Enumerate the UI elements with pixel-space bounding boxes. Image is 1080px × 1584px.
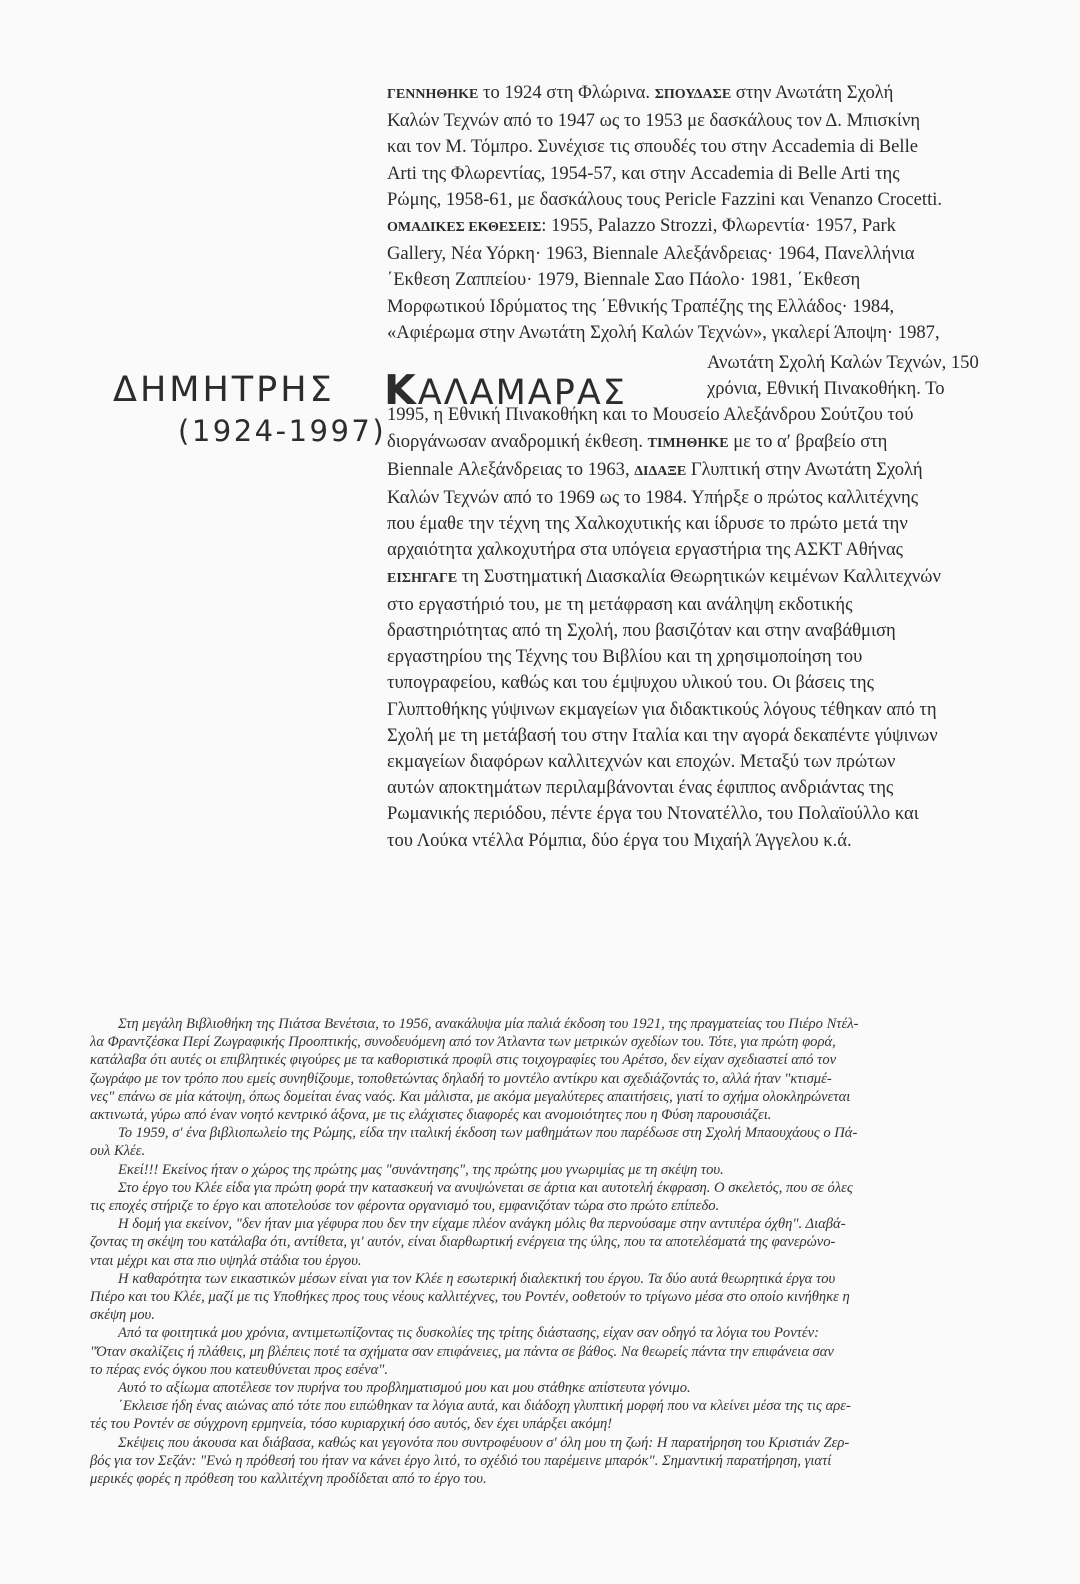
- essay-line: Από τα φοιτητικά μου χρόνια, αντιμετωπίζοντας τις δυσκολίες της τρίτης διάστασης, είχαν σαν οδηγό τα λόγια του Ροντέν:: [118, 1325, 819, 1342]
- essay-line: ζωγράφο με τον τρόπο που εμείς συνηθίζουμε, τοποθετώντας δηλαδή το μοντέλο αντίκρυ και σχεδιάζοντάς το, αλλά ήταν "κτισμέ-: [90, 1070, 832, 1087]
- bio-line: [387, 644, 1017, 670]
- bio-text: Σχολή με τη μετάβασή του στην Ιταλία και την αγορά δεκαπέντε γύψινων: [387, 724, 938, 746]
- bio-text: 1995, η Εθνική Πινακοθήκη και το Μουσείο Αλεξάνδρου Σούτζου τού: [387, 404, 914, 426]
- bio-line: [387, 241, 1017, 267]
- bio-line: [387, 161, 1017, 187]
- essay-line: βός για τον Σεζάν: "Ενώ η πρόθεσή του ήταν να κάνει έργο λιτό, το σχέδιό του παρέμεινε μπαρόκ". Σημαντική παρατήρηση, γιατί: [90, 1452, 832, 1469]
- bio-text: εκμαγείων διαφόρων καλλιτεχνών και εποχών. Μεταξύ των πρώτων: [387, 751, 896, 773]
- bio-line: [387, 429, 1017, 457]
- essay-line: νες" επάνω σε μία κάτοψη, όπως δομείται ένας ναός. Και μάλιστα, με ακόμα μεγαλύτερες απαιτήσεις, γιατί το σχήμα ολοκληρώνεται: [90, 1088, 851, 1105]
- bio-heading: ΣΠΟΥΔΑΣΕ: [654, 87, 732, 102]
- bio-line: [387, 537, 1017, 563]
- bio-text: «Αφιέρωμα στην Ανωτάτη Σχολή Καλών Τεχνών», γκαλερί Άποψη· 1987,: [387, 321, 940, 343]
- bio-line: [387, 108, 1017, 134]
- essay-line: Εκεί!!! Εκείνος ήταν ο χώρος της πρώτης μας "συνάντησης", της πρώτης μου γνωριμίας με τη σκέψη του.: [118, 1161, 724, 1178]
- essay-line: ΄Εκλεισε ήδη ένας αιώνας από τότε που ειπώθηκαν τα λόγια αυτά, και διάδοχη γλυπτική μορφή που να κλείνει μέσα της τις αρε-: [118, 1398, 851, 1415]
- essay-line: τές του Ροντέν σε σύγχρονη ερμηνεία, τόσο κυριαρχική όσο αυτός, δεν έχει υπάρξει ακόμη!: [90, 1416, 613, 1433]
- bio-line: [387, 376, 1017, 402]
- essay-line: Η δομή για εκείνον, "δεν ήταν μια γέφυρα που δεν την είχαμε πλέον ανάγκη μόλις θα περνούσαμε στην αντιπέρα όχθη". Διαβά-: [118, 1216, 846, 1233]
- bio-line: [387, 670, 1017, 696]
- bio-line: [387, 618, 1017, 644]
- essay: [90, 1015, 1020, 1488]
- bio-text: Ανωτάτη Σχολή Καλών Τεχνών, 150: [707, 352, 979, 374]
- bio-line: [387, 80, 1017, 108]
- essay-line: νται μέχρι και στα πιο υψηλά στάδια του έργου.: [90, 1252, 362, 1269]
- bio-text: Ρώμης, 1958-61, με δασκάλους τους Pericle Fazzini και Venanzo Crocetti.: [387, 188, 943, 210]
- essay-line: Η καθαρότητα των εικαστικών μέσων είναι για τον Κλέε η εσωτερική διαλεκτική του έργου. Τα δύο αυτά θεωρητικά έργα του: [118, 1270, 836, 1287]
- bio-line: [387, 697, 1017, 723]
- bio-line: [387, 402, 1017, 428]
- bio-line: [387, 187, 1017, 213]
- essay-line: ζοντας τη σκέψη του κατάλαβα ότι, αντίθετα, γι' αυτόν, είναι διαρθωρτική ενέργεια της ύλης, που τα αποτελέσματά της φανερώνο-: [90, 1234, 836, 1251]
- bio-line: [387, 320, 1017, 346]
- bio-line: [387, 350, 1017, 376]
- essay-line: Στη μεγάλη Βιβλιοθήκη της Πιάτσα Βενέτσια, το 1956, ανακάλυψα μία παλιά έκδοση του 1921, της πραγματείας του Πιέρο Ντέλ-: [118, 1016, 859, 1032]
- essay-line: μερικές φορές η πρόθεση του καλλιτέχνη προδίδεται από το έργο του.: [90, 1471, 487, 1488]
- bio-text: χρόνια, Εθνική Πινακοθήκη. Το: [707, 378, 945, 400]
- essay-line: Σκέψεις που άκουσα και διάβασα, καθώς και γεγονότα που συντροφέυουν σ' όλη μου τη ζωή: Η παρατήρηση του Κριστιάν Ζερ-: [118, 1434, 850, 1451]
- bio-line: [387, 485, 1017, 511]
- bio-text: Ρωμανικής περιόδου, πέντε έργα του Ντονατέλλο, του Πολαϊούλλο και: [387, 803, 919, 825]
- bio-text: στο εργαστήριό του, με τη μετάφραση και ανάληψη εκδοτικής: [387, 593, 853, 615]
- essay-line: το πέρας ενός όγκου που κατευθύνεται προς εσένα".: [90, 1361, 389, 1378]
- bio-text: Γλυπτοθήκης γύψινων εκμαγείων για διδακτικούς λόγους τέθηκαν από τη: [387, 698, 937, 720]
- bio-line: [387, 723, 1017, 749]
- bio-line: [387, 775, 1017, 801]
- last-name-initial: Κ: [384, 366, 418, 414]
- artist-first-name: ΔΗΜΗΤΡΗΣ: [113, 370, 335, 410]
- bio-line: [387, 828, 1017, 854]
- bio-text: εργαστηρίου της Τέχνης του Βιβλίου και τη χρησιμοποίηση του: [387, 646, 863, 668]
- bio-text: Μορφωτικού Ιδρύματος της ΄Εθνικής Τραπέζης της Ελλάδος· 1984,: [387, 295, 895, 317]
- bio-line: [387, 592, 1017, 618]
- bio-heading: ΕΙΣΗΓΑΓΕ: [387, 570, 458, 586]
- bio-text: : 1955, Palazzo Strozzi, Φλωρεντία· 1957, Park: [541, 215, 896, 237]
- bio-text: τυπογραφείου, καθώς και του έμψυχου υλικού του. Οι βάσεις της: [387, 672, 874, 694]
- bio-heading: ΤΙΜΗΘΗΚΕ: [647, 435, 729, 451]
- artist-years: (1924-1997): [178, 414, 387, 448]
- bio-text: που έμαθε την τέχνη της Χαλκοχυτικής και ίδρυσε το πρώτο μετά την: [387, 513, 908, 535]
- biography: [387, 80, 1017, 854]
- essay-line: "Όταν σκαλίζεις ή πλάθεις, μη βλέπεις ποτέ τα σχήματα σαν επιφάνειες, μα πάντα σε βάθος. Να θεωρείς πάντα την επιφάνεια σαν: [90, 1343, 834, 1360]
- bio-line: [387, 134, 1017, 160]
- bio-text: δραστηριότητας από τη Σχολή, που βασιζόταν και στην αναβάθμιση: [387, 620, 896, 642]
- essay-line: ουλ Κλέε.: [90, 1143, 146, 1160]
- bio-text: Γλυπτική στην Ανωτάτη Σχολή: [686, 458, 923, 480]
- bio-heading: ΔΙΔΑΞΕ: [634, 463, 687, 479]
- bio-text: Καλών Τεχνών από το 1969 ως το 1984. Υπήρξε ο πρώτος καλλιτέχνης: [387, 487, 919, 509]
- essay-line: Αυτό το αξίωμα αποτέλεσε τον πυρήνα του προβληματισμού μου και μου στάθηκε απίστευτα γόνιμο.: [118, 1380, 691, 1397]
- bio-text: Καλών Τεχνών από το 1947 ως το 1953 με δασκάλους τον Δ. Μπισκίνη: [387, 110, 921, 132]
- essay-line: σκέψη μου.: [90, 1307, 155, 1324]
- essay-line: κατάλαβα ότι αυτές οι επιβλητικές φιγούρες με τα καθοριστικά προφίλ στις τοιχογραφίες του Αρέτσο, δεν είχαν σχεδιαστεί από τον: [90, 1052, 837, 1069]
- bio-text: Arti της Φλωρεντίας, 1954-57, και στην Accademia di Belle Arti της: [387, 162, 900, 184]
- bio-text: το 1924 στη Φλώρινα.: [478, 82, 655, 103]
- essay-line: τις εποχές στήριζε το έργο και αποτελούσε τον φέροντα οργανισμό του, εμφανιζόταν τώρα στο πρώτο επίπεδο.: [90, 1198, 720, 1215]
- bio-text: με το α′ βραβείο στη: [728, 430, 888, 452]
- bio-line: [387, 457, 1017, 485]
- bio-text: αρχαιότητα χαλκοχυτήρα στα υπόγεια εργαστήρια της ΑΣΚΤ Αθήνας: [387, 539, 904, 561]
- bio-line: [387, 564, 1017, 592]
- last-name-rest: ΑΛΑΜΑΡΑΣ: [417, 373, 627, 413]
- essay-line: λα Φραντζέσκα Περί Ζωγραφικής Προοπτικής, συνοδευόμενη από τον Άτλαντα των μετρικών σχεδίων του. Τότε, για πρώτη φορά,: [90, 1034, 836, 1051]
- bio-line: [387, 294, 1017, 320]
- bio-text: διοργάνωσαν αναδρομική έκθεση.: [387, 430, 648, 452]
- bio-text: και τον Μ. Τόμπρο. Συνέχισε τις σπουδές του στην Accademia di Belle: [387, 136, 918, 158]
- bio-text: Gallery, Νέα Υόρκη· 1963, Biennale Αλεξάνδρειας· 1964, Πανελλήνια: [387, 243, 915, 265]
- bio-text: ΄Εκθεση Ζαππείου· 1979, Biennale Σαο Πάολο· 1981, ΄Εκθεση: [387, 269, 861, 291]
- bio-text: Biennale Αλεξάνδρειας το 1963,: [387, 458, 635, 480]
- bio-text: στην Ανωτάτη Σχολή: [731, 82, 894, 103]
- bio-line: [387, 267, 1017, 293]
- bio-line: [387, 801, 1017, 827]
- bio-line: [387, 749, 1017, 775]
- bio-heading: ΟΜΑΔΙΚΕΣ ΕΚΘΕΣΕΙΣ: [387, 220, 542, 236]
- bio-line: [387, 511, 1017, 537]
- bio-text: τη Συστηματική Διασκαλία Θεωρητικών κειμένων Καλλιτεχνών: [457, 565, 941, 587]
- essay-line: ακτινωτά, γύρω από έναν νοητό κεντρικό άξονα, με τις ελάχιστες διαφορές και ανομοιότητες που η Φύση παρουσιάζει.: [90, 1107, 772, 1124]
- bio-text: αυτών αποκτημάτων περιλαμβάνονται ένας έφιππος ανδριάντας της: [387, 777, 894, 799]
- essay-line: Στο έργο του Κλέε είδα για πρώτη φορά την κατασκευή να ανυψώνεται σε άρτια και αυτοτελή έκφραση. Ο σκελετός, που σε όλες: [118, 1179, 853, 1196]
- bio-text: του Λούκα ντέλλα Ρόμπια, δύο έργα του Μιχαήλ Άγγελου κ.ά.: [387, 829, 852, 851]
- essay-line: Πιέρο και του Κλέε, μαζί με τις Υποθήκες προς τους νέους καλλιτέχνες, του Ροντέν, οοθετούν το τρίγωνο μέσα στο οποίο κινήθηκε η: [90, 1289, 850, 1306]
- bio-heading: ΓΕΝΝΗΘΗΚΕ: [387, 87, 479, 102]
- bio-line: [387, 213, 1017, 241]
- essay-line: Το 1959, σ' ένα βιβλιοπωλείο της Ρώμης, είδα την ιταλική έκδοση των μαθημάτων που παρέδωσε στη Σχολή Μπαουχάους ο Πά-: [118, 1125, 858, 1142]
